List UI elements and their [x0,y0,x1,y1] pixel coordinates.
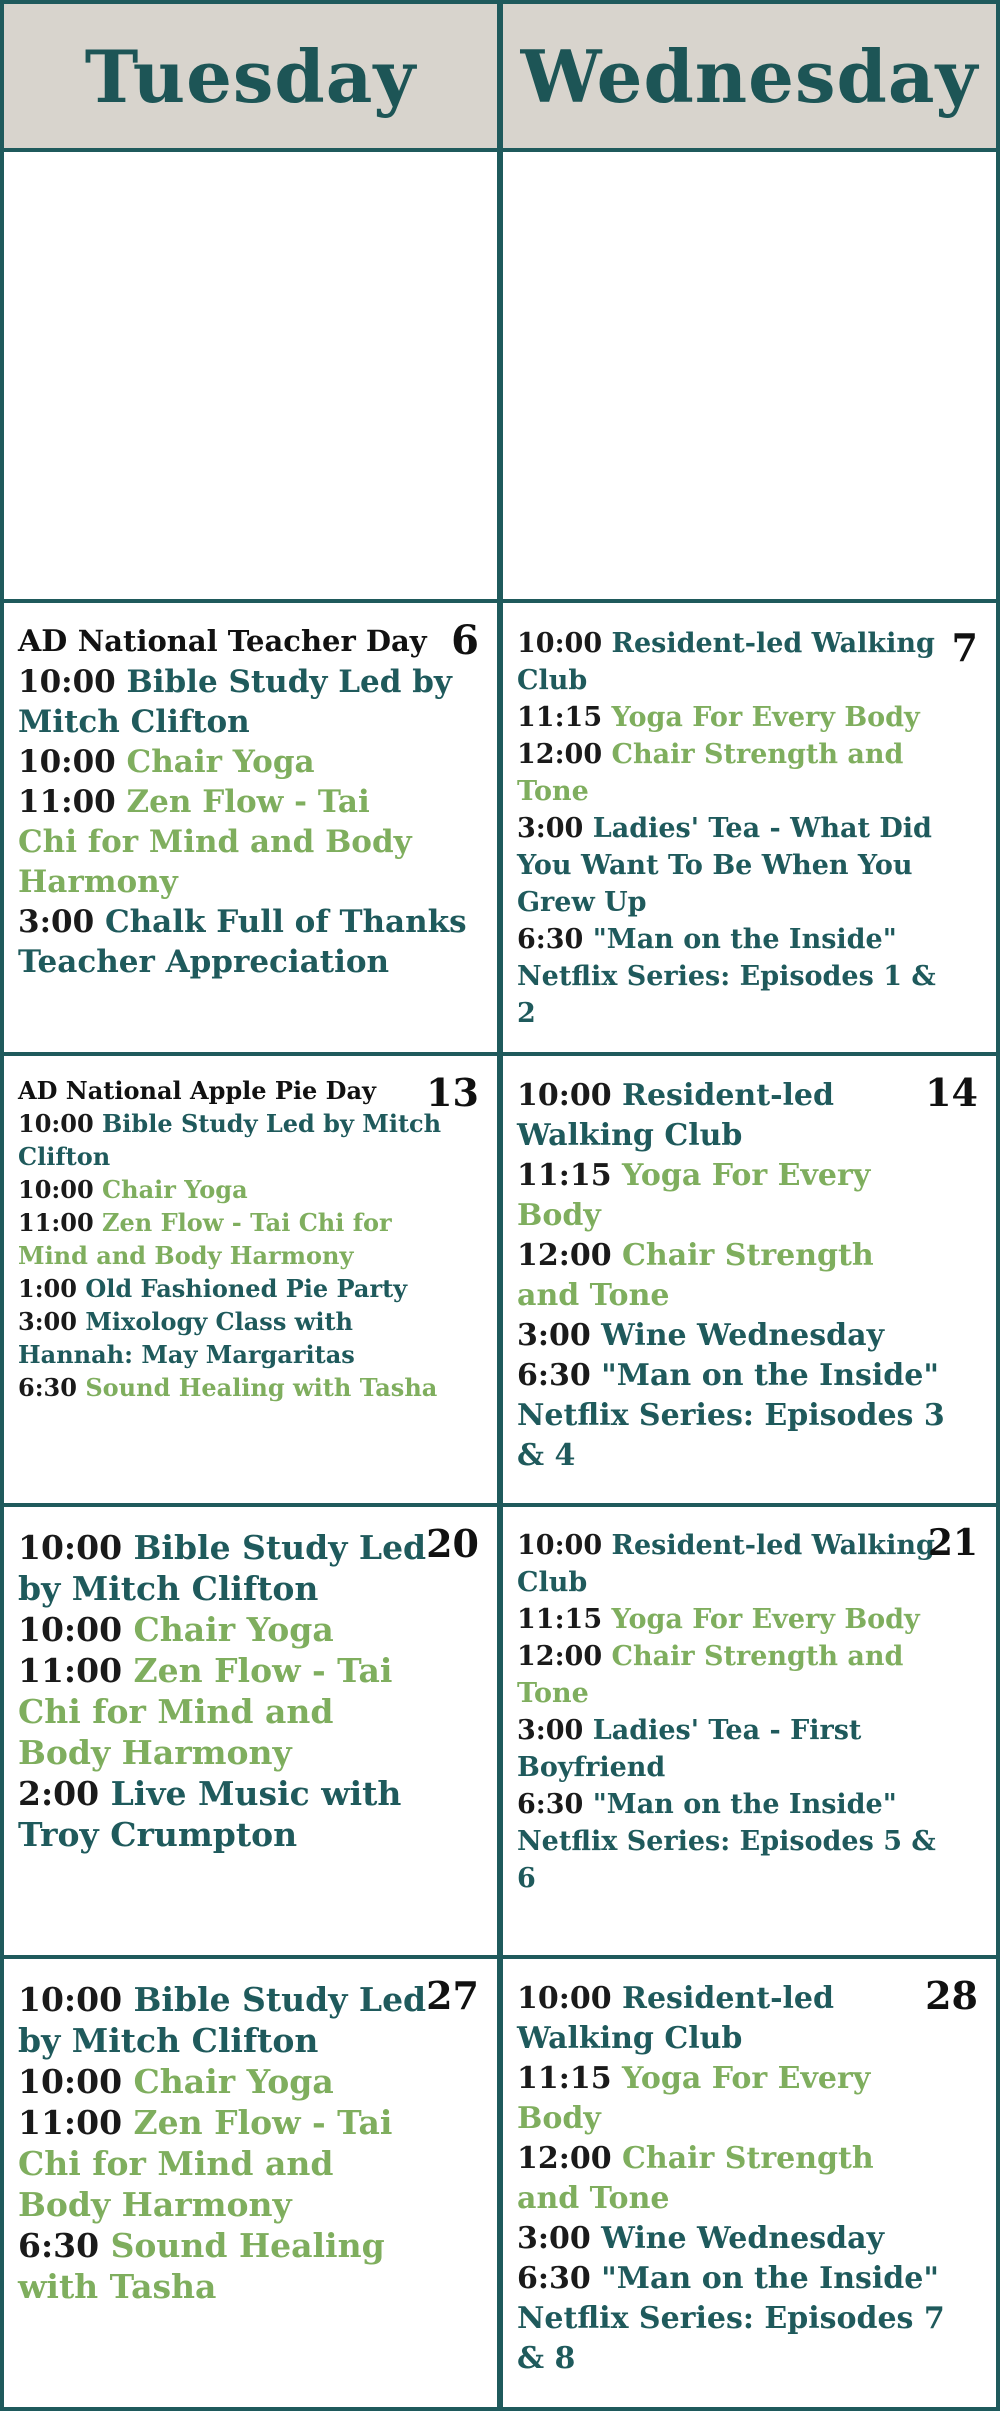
event-item: 10:00 Chair Yoga [18,1175,248,1204]
day-cell-wed-7 [503,603,996,1052]
border-bottom [0,2407,1000,2411]
day-number: 27 [426,1973,479,2018]
header-wednesday-label: Wednesday [520,33,979,119]
event-item: 10:00 Resident-led Walking Club [517,1981,834,2056]
event-item: 1:00 Old Fashioned Pie Party [18,1274,408,1303]
event-item: 11:15 Yoga For Every Body [517,1604,920,1635]
event-item: 11:00 Zen Flow - Tai Chi for Mind and Body Harmony [18,2103,393,2224]
event-item: 10:00 Bible Study Led by Mitch Clifton [18,1980,427,2060]
event-item: 6:30 Sound Healing with Tasha [18,1373,438,1402]
event-item: 10:00 Chair Yoga [18,744,315,780]
empty-cell-tuesday [4,152,497,599]
day-number: 20 [426,1521,479,1566]
day-number: 21 [927,1522,978,1564]
event-item: 6:30 "Man on the Inside" Netflix Series: Episodes 1 & 2 [517,924,936,1029]
day-cell-tue-13 [4,1056,497,1503]
day-cell-tue-20 [4,1507,497,1955]
day-cell-tue-6 [4,603,497,1052]
event-item: 6:30 "Man on the Inside" Netflix Series: Episodes 3 & 4 [517,1358,945,1473]
event-item: 10:00 Bible Study Led by Mitch Clifton [18,664,452,740]
event-item: 11:15 Yoga For Every Body [517,1158,871,1233]
event-item: 3:00 Mixology Class with Hannah: May Margaritas [18,1307,355,1369]
event-item: 3:00 Ladies' Tea - First Boyfriend [517,1715,862,1783]
day-number: 7 [951,625,978,670]
event-item: 11:00 Zen Flow - Tai Chi for Mind and Body Harmony [18,1208,392,1270]
day-cell-tue-27 [4,1959,497,2407]
event-item: 10:00 Chair Yoga [18,1610,334,1649]
event-item: 10:00 Resident-led Walking Club [517,1078,834,1153]
day-number: 13 [426,1070,479,1115]
day-number: 6 [451,617,479,664]
event-item: 2:00 Live Music with Troy Crumpton [18,1774,402,1854]
event-item: 3:00 Ladies' Tea - What Did You Want To Be When You Grew Up [517,813,932,918]
header-wednesday [503,4,996,148]
day-cell-wed-21 [503,1507,996,1955]
empty-cell-wednesday [503,152,996,599]
event-item: 11:15 Yoga For Every Body [517,702,920,733]
event-item: 10:00 Resident-led Walking Club [517,1530,935,1598]
event-item: 6:30 Sound Healing with Tasha [18,2226,385,2306]
event-item: 3:00 Wine Wednesday [517,1318,885,1353]
event-item: 12:00 Chair Strength and Tone [517,2141,874,2216]
day-cell-wed-28 [503,1959,996,2407]
event-item: 10:00 Bible Study Led by Mitch Clifton [18,1109,442,1171]
event-item: AD National Apple Pie Day [18,1076,376,1105]
event-item: 3:00 Wine Wednesday [517,2221,885,2256]
border-top [0,0,1000,4]
event-item: AD National Teacher Day [18,624,427,659]
event-item: 10:00 Chair Yoga [18,2062,334,2101]
header-tuesday-label: Tuesday [84,33,417,119]
event-item: 11:00 Zen Flow - Tai Chi for Mind and Body Harmony [18,784,412,900]
event-item: 6:30 "Man on the Inside" Netflix Series: Episodes 7 & 8 [517,2261,945,2376]
border-right [996,0,1000,2411]
day-number: 28 [925,1973,978,2018]
event-item: 12:00 Chair Strength and Tone [517,1238,874,1313]
event-item: 10:00 Resident-led Walking Club [517,628,935,696]
day-cell-wed-14 [503,1056,996,1503]
event-item: 11:00 Zen Flow - Tai Chi for Mind and Body Harmony [18,1651,393,1772]
event-item: 11:15 Yoga For Every Body [517,2061,871,2136]
event-item: 3:00 Chalk Full of Thanks Teacher Appreciation [18,904,467,980]
day-number: 14 [925,1070,978,1115]
event-item: 10:00 Bible Study Led by Mitch Clifton [18,1528,427,1608]
event-item: 6:30 "Man on the Inside" Netflix Series: Episodes 5 & 6 [517,1789,936,1894]
header-tuesday [4,4,497,148]
event-item: 12:00 Chair Strength and Tone [517,1641,904,1709]
event-item: 12:00 Chair Strength and Tone [517,739,904,807]
